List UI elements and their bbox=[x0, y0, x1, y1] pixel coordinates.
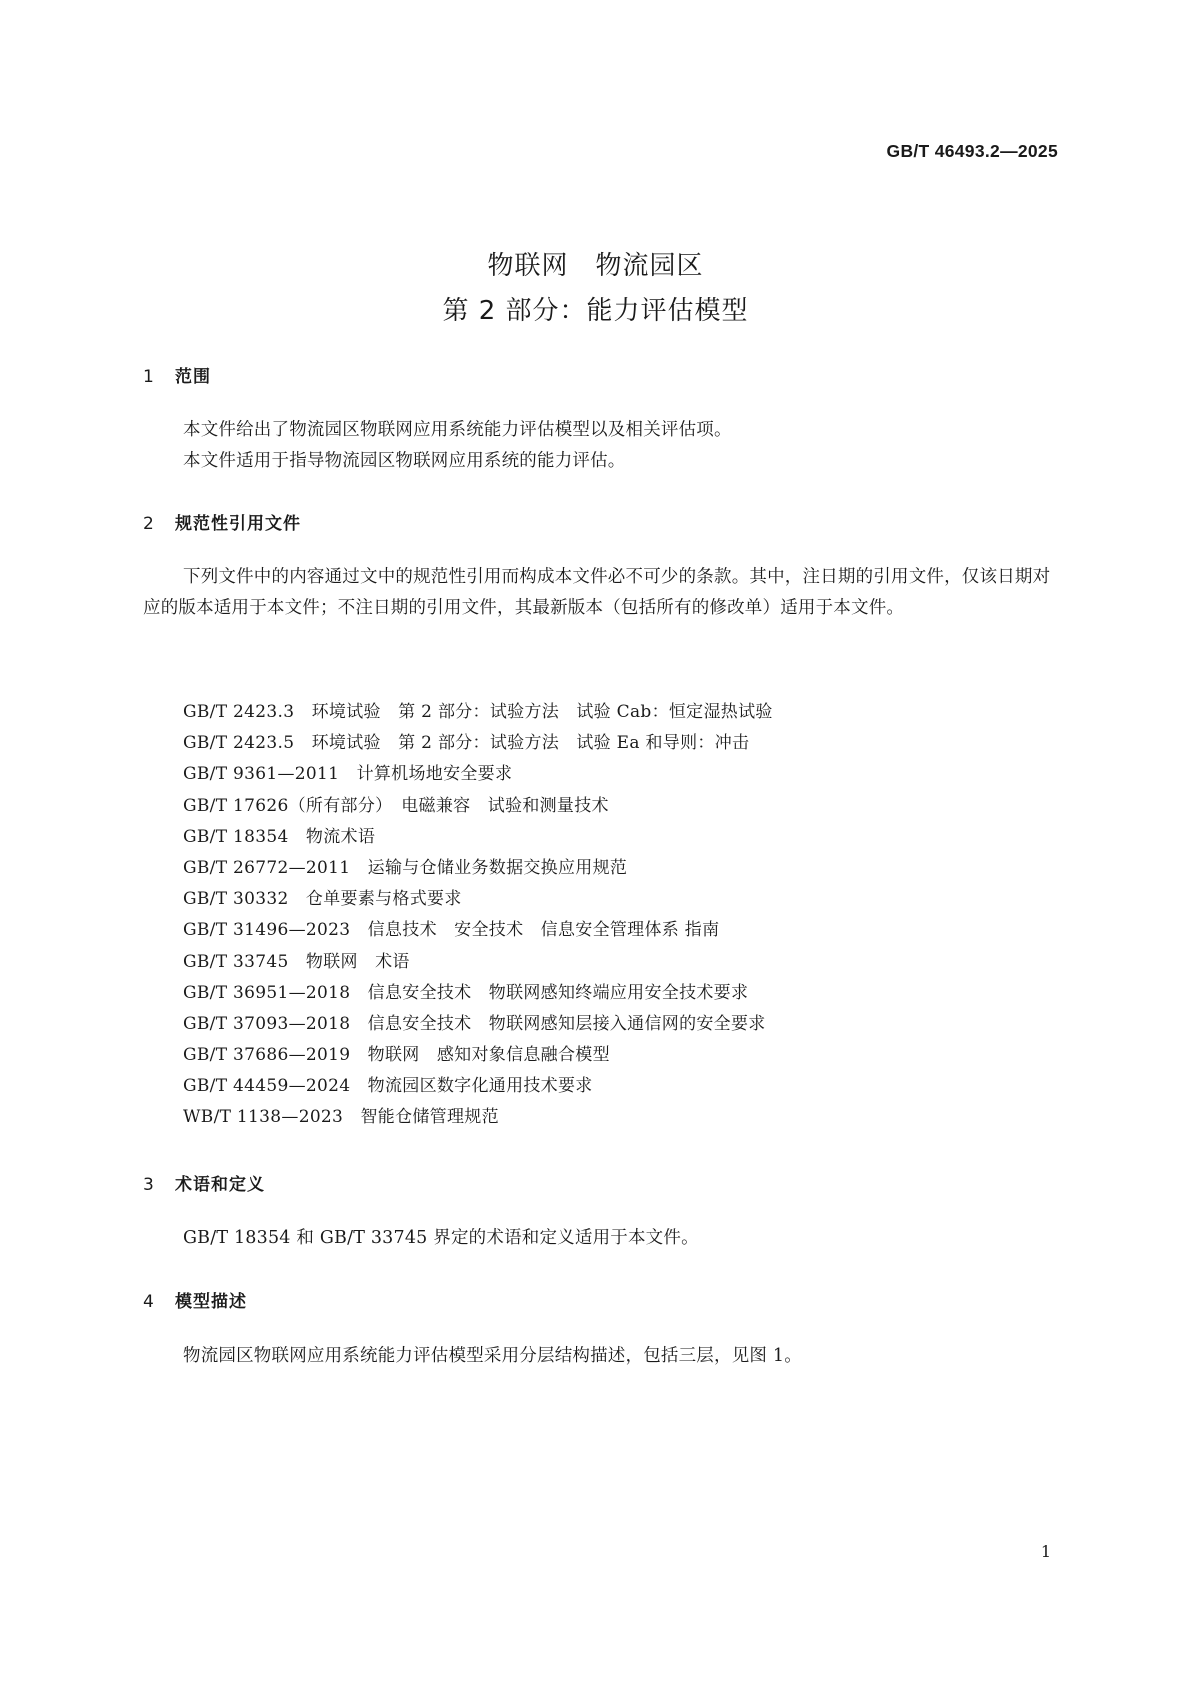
reference-item: GB/T 2423.3 环境试验 第 2 部分：试验方法 试验 Cab：恒定湿热试验 bbox=[183, 702, 773, 722]
document-title-line2: 第 2 部分：能力评估模型 bbox=[442, 296, 749, 326]
reference-item: GB/T 2423.5 环境试验 第 2 部分：试验方法 试验 Ea 和导则：冲击 bbox=[183, 733, 750, 754]
reference-item: GB/T 33745 物联网 术语 bbox=[183, 951, 410, 972]
section-3-paragraph-1: GB/T 18354 和 GB/T 33745 界定的术语和定义适用于本文件。 bbox=[183, 1228, 699, 1248]
section-2-heading bbox=[143, 509, 301, 534]
section-1-heading bbox=[143, 362, 211, 387]
reference-item: GB/T 17626（所有部分） 电磁兼容 试验和测量技术 bbox=[183, 795, 609, 816]
reference-item: GB/T 26772—2011 运输与仓储业务数据交换应用规范 bbox=[183, 857, 628, 878]
reference-item: GB/T 36951—2018 信息安全技术 物联网感知终端应用安全技术要求 bbox=[183, 982, 749, 1003]
section-title: 术语和定义 bbox=[175, 1175, 265, 1195]
page-number: 1 bbox=[1040, 1542, 1051, 1561]
section-title: 范围 bbox=[175, 367, 211, 387]
section-1-paragraph-1: 本文件给出了物流园区物联网应用系统能力评估模型以及相关评估项。 bbox=[183, 420, 732, 440]
normative-reference-list bbox=[183, 697, 773, 1134]
section-number: 4 bbox=[143, 1292, 155, 1312]
section-2-paragraph-1: 下列文件中的内容通过文中的规范性引用而构成本文件必不可少的条款。其中，注日期的引用文件，仅该日期对应的版本适用于本文件；不注日期的引用文件，其最新版本（包括所有的修改单）适用于本文件。 bbox=[143, 567, 1051, 618]
reference-item: WB/T 1138—2023 智能仓储管理规范 bbox=[183, 1107, 499, 1128]
section-4-heading bbox=[143, 1287, 247, 1312]
section-number: 3 bbox=[143, 1175, 155, 1195]
section-3-heading bbox=[143, 1170, 265, 1195]
section-number: 2 bbox=[143, 514, 155, 534]
section-number: 1 bbox=[143, 367, 155, 387]
reference-item: GB/T 44459—2024 物流园区数字化通用技术要求 bbox=[183, 1076, 593, 1097]
section-title: 模型描述 bbox=[175, 1292, 247, 1312]
section-4-paragraph-1: 物流园区物联网应用系统能力评估模型采用分层结构描述，包括三层，见图 1。 bbox=[183, 1346, 802, 1366]
reference-item: GB/T 9361—2011 计算机场地安全要求 bbox=[183, 764, 513, 785]
section-title: 规范性引用文件 bbox=[175, 514, 301, 534]
reference-item: GB/T 31496—2023 信息技术 安全技术 信息安全管理体系 指南 bbox=[183, 920, 720, 941]
reference-item: GB/T 37093—2018 信息安全技术 物联网感知层接入通信网的安全要求 bbox=[183, 1013, 766, 1034]
reference-item: GB/T 37686—2019 物联网 感知对象信息融合模型 bbox=[183, 1045, 610, 1066]
section-1-paragraph-2: 本文件适用于指导物流园区物联网应用系统的能力评估。 bbox=[183, 451, 626, 471]
document-title-line1: 物联网 物流园区 bbox=[487, 251, 704, 281]
standard-code: GB/T 46493.2—2025 bbox=[886, 141, 1058, 161]
reference-item: GB/T 18354 物流术语 bbox=[183, 826, 376, 847]
reference-item: GB/T 30332 仓单要素与格式要求 bbox=[183, 889, 462, 910]
